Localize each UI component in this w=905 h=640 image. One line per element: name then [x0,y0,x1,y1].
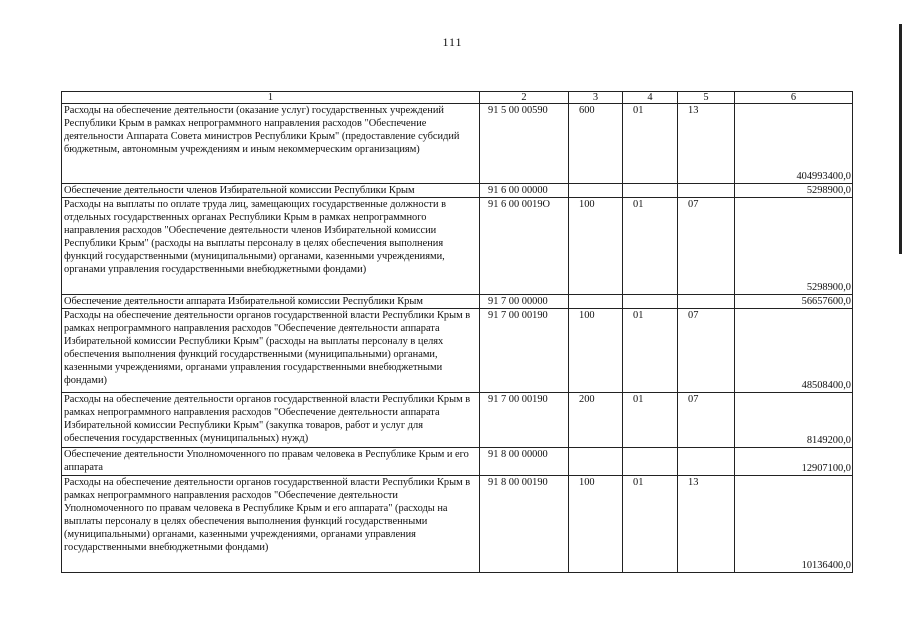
table-header-row [62,92,853,104]
row-col5: 07 [678,393,735,448]
row-col4: 01 [623,393,678,448]
row-col5 [678,184,735,198]
column-header: 4 [623,92,678,104]
budget-table [61,91,853,573]
row-col4: 01 [623,104,678,184]
row-col4: 01 [623,198,678,295]
row-name: Обеспечение деятельности Уполномоченного по правам человека в Республике Крым и его аппарата [62,448,480,476]
row-sum: 5298900,0 [735,184,853,198]
page-number: 111 [442,35,463,49]
row-col5: 07 [678,198,735,295]
row-name: Расходы на обеспечение деятельности органов государственной власти Республики Крым в рамках непрограммного направления расходов "Обеспечение деятельности аппарата Избирательной комиссии Республики Крым" (расходы на выплаты персоналу в целях обеспечения выполнения функций государственными (муниципальными) органами, казенными учреждениями, органами управления государственными внебюджетными фондами) [62,309,480,393]
table-row [62,295,853,309]
row-col3: 600 [569,104,623,184]
row-code: 91 6 00 0019О [480,198,569,295]
row-name: Расходы на выплаты по оплате труда лиц, замещающих государственные должности в отдельных государственных органах Республики Крым в рамках непрограммного направления расходов "Обеспечение деятельности членов Избирательной комиссии Республики Крым" (расходы на выплаты персоналу в целях обеспечения выполнения функций государственными (муниципальными) органами, казенными учреждениями, органами управления государственными внебюджетными фондами) [62,198,480,295]
row-sum: 5298900,0 [735,198,853,295]
row-col3: 200 [569,393,623,448]
row-col3 [569,295,623,309]
column-header: 5 [678,92,735,104]
row-code: 91 7 00 00190 [480,309,569,393]
row-code: 91 5 00 00590 [480,104,569,184]
table-row [62,393,853,448]
row-col5 [678,448,735,476]
row-col3 [569,184,623,198]
row-col4 [623,448,678,476]
row-code: 91 7 00 00190 [480,393,569,448]
row-sum: 12907100,0 [735,448,853,476]
row-col4 [623,295,678,309]
row-col3: 100 [569,476,623,573]
row-col4: 01 [623,476,678,573]
row-name: Обеспечение деятельности членов Избирательной комиссии Республики Крым [62,184,480,198]
row-col3 [569,448,623,476]
column-header: 1 [62,92,480,104]
row-code: 91 7 00 00000 [480,295,569,309]
page-edge-line [899,24,902,254]
row-name: Расходы на обеспечение деятельности органов государственной власти Республики Крым в рамках непрограммного направления расходов "Обеспечение деятельности Уполномоченного по правам человека в Республике Крым и его аппарата" (расходы на выплаты персоналу в целях обеспечения выполнения функций государственными (муниципальными) органами, казенными учреждениями, органами управления государственными внебюджетными фондами) [62,476,480,573]
row-col5: 13 [678,476,735,573]
table-row [62,104,853,184]
table-row [62,198,853,295]
row-sum: 404993400,0 [735,104,853,184]
row-col5 [678,295,735,309]
table-row [62,309,853,393]
table-row [62,184,853,198]
row-code: 91 6 00 00000 [480,184,569,198]
table-row [62,476,853,573]
row-col5: 13 [678,104,735,184]
row-name: Расходы на обеспечение деятельности (оказание услуг) государственных учреждений Республики Крым в рамках непрограммного направления расходов "Обеспечение деятельности Аппарата Совета министров Республики Крым" (предоставление субсидий бюджетным, автономным учреждениям и иным некоммерческим организациям) [62,104,480,184]
column-header: 6 [735,92,853,104]
row-sum: 8149200,0 [735,393,853,448]
row-col3: 100 [569,309,623,393]
row-col4 [623,184,678,198]
row-col4: 01 [623,309,678,393]
row-code: 91 8 00 00190 [480,476,569,573]
table-row [62,448,853,476]
row-sum: 10136400,0 [735,476,853,573]
column-header: 2 [480,92,569,104]
row-code: 91 8 00 00000 [480,448,569,476]
row-sum: 56657600,0 [735,295,853,309]
row-name: Обеспечение деятельности аппарата Избирательной комиссии Республики Крым [62,295,480,309]
row-sum: 48508400,0 [735,309,853,393]
row-col5: 07 [678,309,735,393]
row-name: Расходы на обеспечение деятельности органов государственной власти Республики Крым в рамках непрограммного направления расходов "Обеспечение деятельности аппарата Избирательной комиссии Республики Крым" (закупка товаров, работ и услуг для обеспечения государственных (муниципальных) нужд) [62,393,480,448]
row-col3: 100 [569,198,623,295]
column-header: 3 [569,92,623,104]
